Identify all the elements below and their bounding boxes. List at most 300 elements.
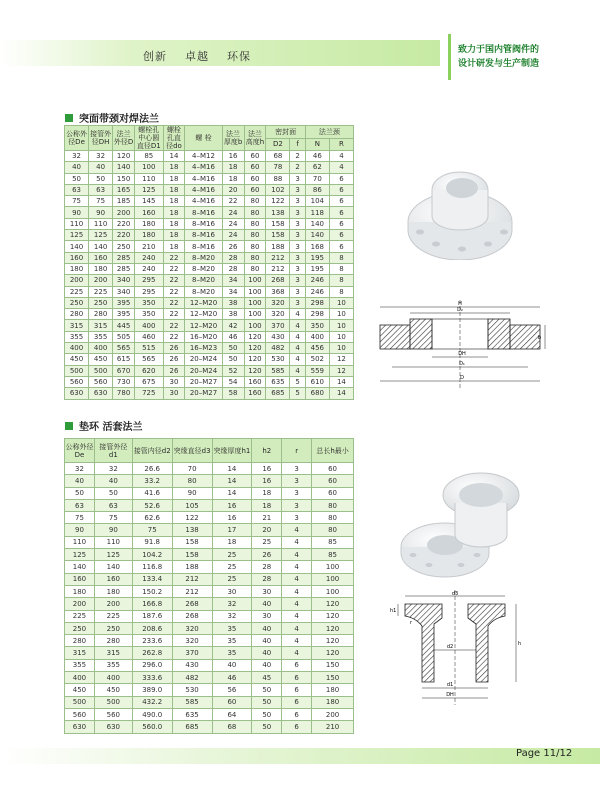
section1-title — [65, 110, 159, 125]
table-cell: 42 — [222, 320, 244, 331]
section2-table-body — [65, 463, 354, 734]
table-header: 接管外径d1 — [94, 439, 132, 463]
table-cell: 355 — [94, 659, 132, 671]
table-cell: 90 — [89, 207, 113, 218]
table-cell: 320 — [172, 635, 212, 647]
table-cell: 3 — [290, 297, 305, 308]
table-cell: 90 — [172, 487, 212, 499]
table-subheader: D2 — [266, 138, 290, 151]
table-cell: 110 — [135, 173, 163, 184]
table-cell: 4 — [290, 365, 305, 376]
table-cell: 166.8 — [132, 598, 172, 610]
table-cell: 16 — [212, 512, 252, 524]
table-cell: 60 — [244, 184, 266, 195]
table-cell: 635 — [172, 708, 212, 720]
table-cell: 725 — [135, 388, 163, 399]
table-cell: 315 — [65, 320, 89, 331]
table-cell: 6 — [282, 696, 312, 708]
table-cell: 100 — [244, 309, 266, 320]
table-cell: 482 — [172, 672, 212, 684]
table-cell: 32 — [212, 598, 252, 610]
table-cell: 110 — [94, 536, 132, 548]
table-cell: 6 — [329, 184, 353, 195]
table-cell: 10 — [329, 331, 353, 342]
table-header: 法兰外径D — [113, 126, 135, 151]
table-cell: 80 — [244, 263, 266, 274]
table-row — [65, 475, 354, 487]
table-cell: 560 — [65, 708, 95, 720]
table-cell: 63 — [94, 499, 132, 511]
table-cell: 62.6 — [132, 512, 172, 524]
table-cell: 160 — [244, 376, 266, 387]
table-header: r — [282, 439, 312, 463]
table-cell: 8 — [329, 275, 353, 286]
table-row — [65, 252, 354, 263]
table-cell: 26 — [252, 549, 282, 561]
table-cell: 91.8 — [132, 536, 172, 548]
table-cell: 180 — [65, 263, 89, 274]
table-cell: 4 — [290, 343, 305, 354]
table-cell: 26 — [163, 354, 185, 365]
table-cell: 18 — [163, 218, 185, 229]
section2-title — [65, 418, 142, 433]
table-cell: 32 — [94, 463, 132, 475]
table-cell: 18 — [222, 173, 244, 184]
table-cell: 630 — [65, 721, 95, 733]
table-cell: 3 — [282, 487, 312, 499]
table-cell: 320 — [266, 309, 290, 320]
table-cell: 20–M24 — [185, 365, 222, 376]
dim-label: D — [460, 375, 464, 381]
table-cell: 208.6 — [132, 622, 172, 634]
table-cell: 445 — [113, 320, 135, 331]
table-cell: 160 — [65, 252, 89, 263]
table-cell: 18 — [222, 162, 244, 173]
table-cell: 3 — [290, 230, 305, 241]
table-subheader: R — [329, 138, 353, 151]
table-cell: 285 — [113, 263, 135, 274]
table-cell: 86 — [305, 184, 329, 195]
table-cell: 12 — [329, 365, 353, 376]
table-cell: 500 — [65, 696, 95, 708]
table-cell: 14 — [212, 463, 252, 475]
table-cell: 125 — [65, 230, 89, 241]
table-row — [65, 463, 354, 475]
table-cell: 110 — [89, 218, 113, 229]
table-cell: 6 — [282, 659, 312, 671]
table-cell: 140 — [113, 162, 135, 173]
table-cell: 38 — [222, 297, 244, 308]
table-cell: 450 — [89, 354, 113, 365]
table-cell: 80 — [312, 499, 354, 511]
table-cell: 60 — [312, 475, 354, 487]
table-cell: 25 — [212, 573, 252, 585]
table-cell: 160 — [65, 573, 95, 585]
table-cell: 50 — [252, 708, 282, 720]
table-cell: 58 — [222, 388, 244, 399]
table-cell: 560 — [65, 376, 89, 387]
table-cell: 6 — [329, 173, 353, 184]
table-cell: 12 — [329, 354, 353, 365]
table-cell: 40 — [65, 162, 89, 173]
table-cell: 4 — [282, 585, 312, 597]
table-cell: 32 — [65, 463, 95, 475]
table-cell: 4 — [282, 622, 312, 634]
table-cell: 133.4 — [132, 573, 172, 585]
table-cell: 3 — [290, 252, 305, 263]
table-cell: 30 — [163, 388, 185, 399]
header-divider — [448, 34, 451, 80]
table-cell: 6 — [282, 684, 312, 696]
table-cell: 60 — [244, 173, 266, 184]
table-cell: 54 — [222, 376, 244, 387]
table-cell: 620 — [135, 365, 163, 376]
table-header: 法兰颈 — [305, 126, 353, 139]
table-cell: 60 — [212, 696, 252, 708]
table-cell: 187.6 — [132, 610, 172, 622]
table-cell: 85 — [312, 536, 354, 548]
table-cell: 160 — [244, 388, 266, 399]
table-cell: 4–M16 — [185, 196, 222, 207]
table-cell: 450 — [94, 684, 132, 696]
table-cell: 14 — [329, 376, 353, 387]
table-row — [65, 320, 354, 331]
table-cell: 100 — [244, 286, 266, 297]
table-cell: 46 — [212, 672, 252, 684]
table-row — [65, 297, 354, 308]
table-cell: 8–M16 — [185, 218, 222, 229]
table-cell: 585 — [172, 696, 212, 708]
table-cell: 150 — [312, 659, 354, 671]
table-cell: 68 — [212, 721, 252, 733]
table-cell: 18 — [163, 230, 185, 241]
table-cell: 40 — [94, 475, 132, 487]
table-row — [65, 659, 354, 671]
section-marker-icon — [65, 422, 73, 430]
table-cell: 90 — [94, 524, 132, 536]
table-cell: 3 — [290, 173, 305, 184]
table-row — [65, 635, 354, 647]
table-row — [65, 162, 354, 173]
table-cell: 24 — [222, 207, 244, 218]
table-cell: 368 — [266, 286, 290, 297]
table-cell: 4 — [282, 561, 312, 573]
table-cell: 22 — [163, 309, 185, 320]
table-cell: 14 — [329, 388, 353, 399]
section1-table-body — [65, 151, 354, 400]
table-cell: 10 — [329, 309, 353, 320]
table-cell: 8–M16 — [185, 207, 222, 218]
table-row — [65, 151, 354, 162]
table-row — [65, 499, 354, 511]
table-cell: 158 — [172, 536, 212, 548]
table-cell: 3 — [290, 241, 305, 252]
section2-table — [64, 438, 354, 734]
table-cell: 50 — [94, 487, 132, 499]
table-cell: 62 — [305, 162, 329, 173]
table-cell: 3 — [290, 263, 305, 274]
table-cell: 2 — [290, 162, 305, 173]
table-cell: 400 — [135, 320, 163, 331]
table-cell: 32 — [212, 610, 252, 622]
table-cell: 4 — [282, 549, 312, 561]
table-cell: 41.6 — [132, 487, 172, 499]
table-cell: 75 — [89, 196, 113, 207]
table-cell: 225 — [65, 286, 89, 297]
table-cell: 6 — [329, 196, 353, 207]
table-cell: 4 — [282, 524, 312, 536]
table-cell: 315 — [94, 647, 132, 659]
table-cell: 30 — [212, 585, 252, 597]
table-cell: 40 — [252, 647, 282, 659]
table-cell: 295 — [135, 286, 163, 297]
table-cell: 4–M16 — [185, 162, 222, 173]
table-cell: 80 — [312, 524, 354, 536]
table-cell: 610 — [305, 376, 329, 387]
table-cell: 3 — [290, 207, 305, 218]
table-header: 接管外径DH — [89, 126, 113, 151]
table-cell: 22 — [163, 331, 185, 342]
table-cell: 24 — [222, 218, 244, 229]
table-cell: 6 — [329, 218, 353, 229]
dim-label: d3 — [451, 591, 459, 597]
table-cell: 140 — [305, 218, 329, 229]
table-cell: 75 — [94, 512, 132, 524]
table-cell: 4 — [282, 573, 312, 585]
table-cell: 3 — [282, 463, 312, 475]
table-cell: 180 — [94, 585, 132, 597]
table-cell: 22 — [163, 252, 185, 263]
table-cell: 125 — [65, 549, 95, 561]
table-cell: 85 — [312, 549, 354, 561]
table-cell: 268 — [266, 275, 290, 286]
table-cell: 80 — [244, 218, 266, 229]
table-cell: 500 — [65, 365, 89, 376]
table-row — [65, 598, 354, 610]
table-cell: 500 — [89, 365, 113, 376]
table-cell: 20 — [222, 184, 244, 195]
dim-label: h1 — [390, 608, 397, 614]
table-cell: 110 — [65, 536, 95, 548]
table-cell: 3 — [282, 512, 312, 524]
table-cell: 40 — [65, 475, 95, 487]
table-cell: 75 — [65, 512, 95, 524]
table-cell: 3 — [282, 475, 312, 487]
table-cell: 100 — [312, 585, 354, 597]
table-cell: 559 — [305, 365, 329, 376]
table-cell: 40 — [89, 162, 113, 173]
table-cell: 50 — [252, 696, 282, 708]
table-row — [65, 207, 354, 218]
table-cell: 20–M27 — [185, 376, 222, 387]
table-cell: 45 — [252, 672, 282, 684]
table-cell: 246 — [305, 275, 329, 286]
table-cell: 34 — [222, 275, 244, 286]
header-slogan: 创新 卓越 环保 — [143, 50, 251, 63]
table-cell: 32 — [65, 151, 89, 162]
table-cell: 63 — [65, 499, 95, 511]
table-cell: 102 — [266, 184, 290, 195]
table-cell: 150 — [312, 672, 354, 684]
table-cell: 430 — [172, 659, 212, 671]
table-cell: 250 — [89, 297, 113, 308]
table-cell: 225 — [89, 286, 113, 297]
table-cell: 52.6 — [132, 499, 172, 511]
table-cell: 40 — [252, 598, 282, 610]
table-row — [65, 684, 354, 696]
table-cell: 355 — [65, 331, 89, 342]
table-cell: 685 — [172, 721, 212, 733]
table-cell: 8–M20 — [185, 275, 222, 286]
dim-label: H — [458, 301, 462, 307]
table-cell: 212 — [266, 252, 290, 263]
table-cell: 158 — [172, 549, 212, 561]
dim-label: DH — [446, 692, 454, 698]
table-cell: 16 — [222, 151, 244, 162]
table-cell: 14 — [212, 475, 252, 487]
table-cell: 145 — [135, 196, 163, 207]
table-cell: 400 — [305, 331, 329, 342]
table-row — [65, 309, 354, 320]
table-cell: 22 — [222, 196, 244, 207]
table-cell: 68 — [266, 151, 290, 162]
table-cell: 200 — [94, 598, 132, 610]
table-cell: 160 — [94, 573, 132, 585]
table-cell: 18 — [212, 536, 252, 548]
table-cell: 4–M16 — [185, 173, 222, 184]
table-row — [65, 585, 354, 597]
table-cell: 46 — [222, 331, 244, 342]
table-cell: 225 — [65, 610, 95, 622]
table-cell: 350 — [135, 309, 163, 320]
table-cell: 104.2 — [132, 549, 172, 561]
table-cell: 125 — [94, 549, 132, 561]
table-cell: 220 — [113, 218, 135, 229]
table-cell: 150 — [113, 173, 135, 184]
table-cell: 18 — [252, 487, 282, 499]
table-cell: 100 — [312, 573, 354, 585]
table-cell: 120 — [244, 331, 266, 342]
stub-end-cross-section-drawing — [380, 590, 530, 708]
table-cell: 565 — [135, 354, 163, 365]
table-cell: 150.2 — [132, 585, 172, 597]
table-cell: 100 — [244, 320, 266, 331]
table-cell: 105 — [172, 499, 212, 511]
table-cell: 17 — [212, 524, 252, 536]
table-subheader: f — [290, 138, 305, 151]
table-cell: 240 — [135, 263, 163, 274]
table-cell: 18 — [163, 162, 185, 173]
table-cell: 315 — [65, 647, 95, 659]
table-cell: 333.6 — [132, 672, 172, 684]
table-subheader: N — [305, 138, 329, 151]
table-cell: 560 — [94, 708, 132, 720]
table-cell: 18 — [163, 241, 185, 252]
table-header: 螺 栓 — [185, 126, 222, 151]
table-cell: 6 — [329, 241, 353, 252]
table-cell: 125 — [135, 184, 163, 195]
table-cell: 30 — [252, 610, 282, 622]
table-row — [65, 672, 354, 684]
table-cell: 80 — [244, 230, 266, 241]
table-cell: 100 — [135, 162, 163, 173]
table-cell: 75 — [65, 196, 89, 207]
section1-table — [64, 125, 354, 400]
stub-end-photo — [395, 465, 535, 580]
table-row — [65, 561, 354, 573]
table-cell: 10 — [329, 343, 353, 354]
table-cell: 4 — [282, 536, 312, 548]
table-cell: 80 — [244, 207, 266, 218]
table-cell: 320 — [266, 297, 290, 308]
table-cell: 320 — [172, 622, 212, 634]
table-cell: 10 — [329, 320, 353, 331]
table-cell: 120 — [312, 610, 354, 622]
table-row — [65, 536, 354, 548]
table-cell: 52 — [222, 365, 244, 376]
table-cell: 315 — [89, 320, 113, 331]
table-cell: 16–M23 — [185, 343, 222, 354]
table-header: h2 — [252, 439, 282, 463]
table-cell: 80 — [172, 475, 212, 487]
table-cell: 3 — [290, 275, 305, 286]
table-cell: 18 — [163, 184, 185, 195]
table-cell: 482 — [266, 343, 290, 354]
table-cell: 6 — [282, 721, 312, 733]
dim-label: D₂ — [457, 307, 463, 313]
table-cell: 30 — [252, 585, 282, 597]
table-cell: 158 — [266, 218, 290, 229]
table-cell: 30 — [163, 376, 185, 387]
table-cell: 180 — [89, 263, 113, 274]
footer-band — [0, 748, 600, 764]
table-cell: 6 — [329, 230, 353, 241]
table-cell: 8–M20 — [185, 286, 222, 297]
table-cell: 70 — [305, 173, 329, 184]
table-cell: 370 — [172, 647, 212, 659]
table-cell: 160 — [89, 252, 113, 263]
table-cell: 233.6 — [132, 635, 172, 647]
table-cell: 4–M16 — [185, 184, 222, 195]
table-cell: 22 — [163, 275, 185, 286]
table-cell: 295 — [135, 275, 163, 286]
table-cell: 560.0 — [132, 721, 172, 733]
table-cell: 100 — [244, 297, 266, 308]
table-row — [65, 331, 354, 342]
table-cell: 35 — [212, 647, 252, 659]
table-cell: 262.8 — [132, 647, 172, 659]
table-cell: 12–M20 — [185, 297, 222, 308]
table-header: 公称外径De — [65, 439, 95, 463]
flange-cross-section-drawing — [370, 295, 550, 395]
table-header: 公称外径De — [65, 126, 89, 151]
table-cell: 26 — [222, 241, 244, 252]
table-cell: 8–M20 — [185, 263, 222, 274]
table-cell: 122 — [266, 196, 290, 207]
table-cell: 4 — [329, 151, 353, 162]
table-header: 法兰高度h — [244, 126, 266, 151]
table-cell: 635 — [266, 376, 290, 387]
table-cell: 280 — [89, 309, 113, 320]
table-cell: 24 — [222, 230, 244, 241]
table-cell: 400 — [94, 672, 132, 684]
table-cell: 502 — [305, 354, 329, 365]
dim-label: D₁ — [459, 361, 465, 367]
table-cell: 280 — [65, 309, 89, 320]
table-cell: 120 — [312, 635, 354, 647]
table-header: 突缘厚度h1 — [212, 439, 252, 463]
table-cell: 2 — [290, 151, 305, 162]
